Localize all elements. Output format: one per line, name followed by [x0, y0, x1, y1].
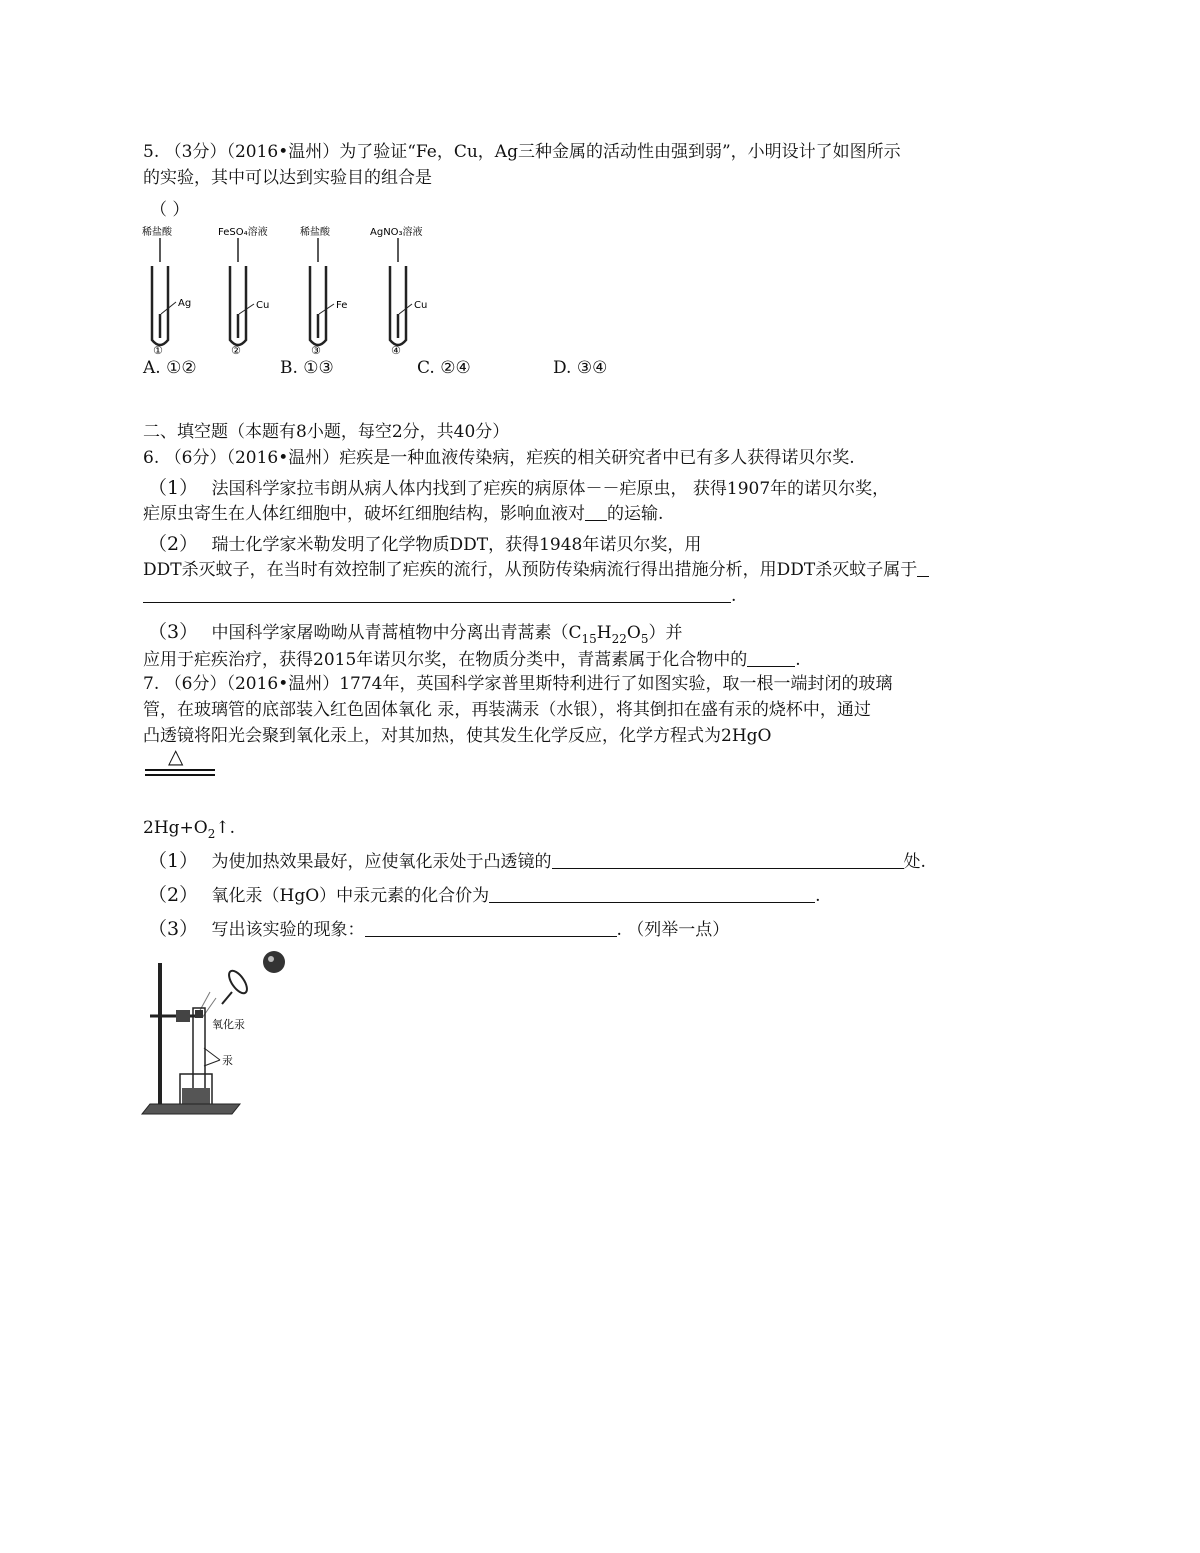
tube-3-reagent: 稀盐酸 [300, 227, 330, 238]
q7-stem-line1: 7. （6分）（2016•温州）1774年，英国科学家普里斯特利进行了如图实验，取一根一端封闭的玻璃 [143, 674, 893, 694]
q6-part2-num: （2） [148, 533, 199, 555]
option-b: B. ①③ [280, 358, 334, 378]
q6-blank-1[interactable] [585, 502, 607, 521]
tube-4-reagent: AgNO₃溶液 [370, 227, 423, 238]
priestley-apparatus-figure [140, 948, 300, 1116]
q7-products: $2Hg+O_2↑$. [143, 818, 236, 841]
q7-sub2 [148, 883, 821, 908]
q6-part1-num: （1） [148, 477, 199, 499]
q6-part1-line1 [148, 476, 889, 501]
option-a: A. ①② [143, 358, 197, 378]
reaction-condition-delta: △ [168, 744, 184, 768]
label-mercury: 汞 [222, 1054, 233, 1067]
q6-part2-line3 [143, 584, 736, 608]
q6-part2-text-b: DDT杀灭蚊子，在当时有效控制了疟疾的流行，从预防传染病流行得出措施分析，用DDT杀灭蚊子属于 [143, 560, 918, 580]
tube-4-metal: Cu [414, 300, 428, 311]
q6-blank-2a[interactable] [917, 558, 929, 577]
q7-sub1 [148, 849, 926, 874]
q7-sub2-text: 氧化汞（HgO）中汞元素的化合价为 [211, 886, 490, 906]
label-mercury-oxide: 氧化汞 [212, 1018, 245, 1031]
q7-sub1-end: 处. [903, 852, 926, 872]
q7-sub2-num: （2） [148, 884, 199, 906]
q7-sub3-end: . （列举一点） [616, 920, 730, 940]
tube-2 [218, 225, 269, 357]
q5-answer-paren: （ ） [150, 200, 190, 220]
q6-part2-text-a: 瑞士化学家米勒发明了化学物质DDT，获得1948年诺贝尔奖，用 [211, 535, 702, 555]
equation-line-bottom [145, 774, 215, 776]
tube-1-reagent: 稀盐酸 [142, 227, 172, 238]
q6-part1-line2 [143, 502, 663, 526]
q6-part1-text-a: 法国科学家拉韦朗从病人体内找到了疟疾的病原体－－疟原虫， 获得1907年的诺贝尔奖， [211, 479, 890, 499]
tube-2-metal: Cu [256, 300, 270, 311]
q7-sub3-num: （3） [148, 918, 199, 940]
q6-part2-line1 [148, 532, 701, 557]
q6-stem: 6. （6分）（2016•温州）疟疾是一种血液传染病，疟疾的相关研究者中已有多人获得诺贝尔奖. [143, 448, 855, 468]
q6-part3-end: . [795, 650, 801, 670]
tube-4 [370, 225, 427, 357]
convex-lens-icon [226, 968, 251, 996]
q7-sub2-end: . [815, 886, 821, 906]
tube-2-reagent: FeSO₄溶液 [218, 227, 268, 238]
q7-blank-3[interactable] [365, 918, 617, 937]
tube-4-num: ④ [391, 344, 401, 357]
q7-sub3-text: 写出该实验的现象： [211, 920, 365, 940]
q6-part3-num: （3） [148, 621, 199, 643]
option-d: D. ③④ [553, 358, 608, 378]
q7-sub1-num: （1） [148, 850, 199, 872]
q6-part3-line1 [148, 620, 682, 651]
equation-line-top [145, 769, 215, 771]
q5-stem-line2: 的实验，其中可以达到实验目的组合是 [143, 168, 432, 188]
q6-part2-end: . [731, 586, 737, 606]
test-tube-figure [140, 222, 428, 357]
q6-part3-line2 [143, 648, 801, 672]
tube-2-num: ② [231, 344, 241, 357]
q7-sub3 [148, 917, 729, 942]
q5-stem-line1: 5. （3分）（2016•温州）为了验证“Fe，Cu，Ag三种金属的活动性由强到弱”，小明设计了如图所示 [143, 142, 901, 162]
q6-part1-end: 的运输. [607, 504, 664, 524]
q7-blank-2[interactable] [489, 884, 815, 903]
tube-1 [142, 225, 191, 357]
q7-stem-line2: 管，在玻璃管的底部装入红色固体氧化 汞，再装满汞（水银），将其倒扣在盛有汞的烧杯中，通过 [143, 700, 871, 720]
q6-part3-text-b: 应用于疟疾治疗，获得2015年诺贝尔奖，在物质分类中，青蒿素属于化合物中的 [143, 650, 748, 670]
q7-sub1-text: 为使加热效果最好，应使氧化汞处于凸透镜的 [211, 852, 552, 872]
q6-blank-3[interactable] [747, 648, 795, 667]
tube-3-num: ③ [311, 344, 321, 357]
q6-part3-text-a: 中国科学家屠呦呦从青蒿植物中分离出青蒿素$(C_{15}H_{22}O_5)$并 [211, 623, 683, 646]
q6-blank-2[interactable] [143, 584, 731, 603]
tube-1-num: ① [153, 344, 163, 357]
q6-part1-text-b: 疟原虫寄生在人体红细胞中，破坏红细胞结构，影响血液对 [143, 504, 585, 524]
tube-1-metal: Ag [178, 298, 192, 309]
stand-base [142, 1104, 240, 1114]
q7-stem-line3: 凸透镜将阳光会聚到氧化汞上，对其加热，使其发生化学反应，化学方程式为2HgO [143, 726, 772, 746]
sun-icon [263, 951, 285, 973]
q7-blank-1[interactable] [552, 850, 904, 869]
option-c: C. ②④ [417, 358, 471, 378]
q6-part2-line2 [143, 558, 929, 582]
tube-3 [300, 225, 347, 357]
section-2-heading: 二、填空题（本题有8小题，每空2分，共40分） [143, 422, 510, 442]
tube-3-metal: Fe [336, 300, 348, 311]
